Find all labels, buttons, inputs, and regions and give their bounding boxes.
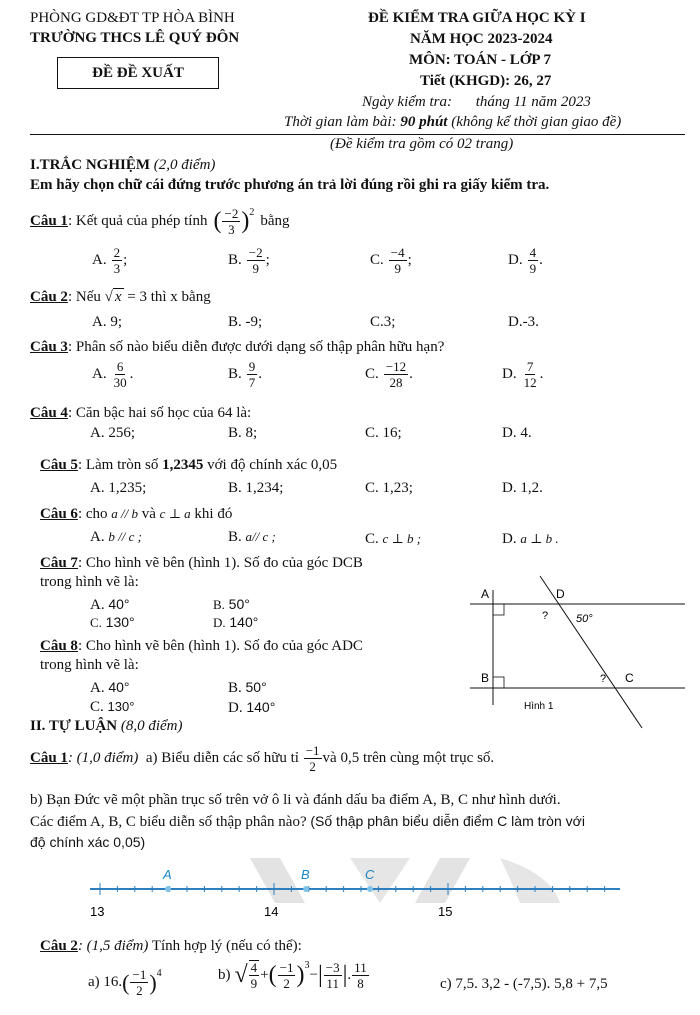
e2-text: Tính hợp lý (nếu có thể): [148, 938, 302, 954]
watermark-shape-1 [250, 858, 305, 903]
q2-option-a[interactable]: A. 9; [92, 314, 122, 330]
right-angle-a [493, 604, 504, 615]
part1-heading [30, 157, 215, 174]
proposed-badge [57, 57, 219, 89]
essay-1b-line1: b) Bạn Đức vẽ một phần trục số trên vở ô li và đánh dấu ba điểm A, B, C như hình dưới. [30, 792, 561, 808]
point-a [165, 886, 171, 892]
label-unknown-d: ? [542, 610, 549, 622]
q3-option-c[interactable]: C. $\frac{-12}{28}$ . [365, 359, 413, 390]
q2-option-d[interactable]: D.-3. [508, 314, 539, 330]
q1-label: Câu 1 [30, 213, 68, 229]
q2-option-b[interactable]: B. -9; [228, 314, 263, 330]
q8-label: Câu 8 [40, 638, 78, 654]
point-a-label: A [163, 867, 172, 882]
question-2 [30, 289, 211, 306]
q2-option-c[interactable]: C.3; [370, 314, 396, 330]
point-c [367, 886, 373, 892]
tick-label-13: 13 [90, 904, 105, 919]
e2-part-a: a) 16. ( $\frac{-1}{2}$ ) $^4$ [88, 967, 162, 998]
q1-paren-open: ( [213, 208, 222, 234]
q1-fraction: $\frac{-2}{3}$ [224, 206, 239, 237]
question-5 [40, 457, 337, 474]
page-count: (Đề kiểm tra gồm có 02 trang) [330, 136, 514, 152]
q6-label: Câu 6 [40, 506, 78, 522]
duration-suffix: (không kể thời gian giao đề) [447, 114, 622, 130]
essay-1b-line2 [30, 813, 585, 831]
proposed-badge-label: ĐỀ ĐỀ XUẤT [92, 65, 184, 81]
part1-title: I.TRẮC NGHIỆM [30, 157, 151, 173]
label-angle-50: 50° [576, 613, 593, 625]
q5-option-a[interactable]: A. 1,235; [90, 480, 147, 496]
q7-option-c[interactable]: C. 130° [90, 614, 135, 630]
q1-paren-close: ) [241, 208, 250, 234]
q1-option-d[interactable]: D. $\frac{4}{9}$ . [508, 245, 543, 276]
question-8 [40, 638, 363, 655]
q1-option-b[interactable]: B. $\frac{-2}{9}$ ; [228, 245, 270, 276]
point-c-label: C [365, 867, 375, 882]
department-name: PHÒNG GD&ĐT TP HÒA BÌNH [30, 10, 235, 26]
point-b [303, 886, 309, 892]
e2-points: : (1,5 điểm) [77, 938, 149, 954]
q6-pre: : cho [77, 506, 112, 522]
essay-1b-line3: độ chính xác 0,05) [30, 834, 146, 850]
exam-date-label: Ngày kiểm tra: [362, 94, 452, 110]
e1-b2-text: Các điểm A, B, C biểu diễn số thập phân nào? [30, 814, 311, 830]
q7-option-b[interactable]: B. 50° [213, 596, 250, 612]
question-3 [30, 339, 444, 356]
q3-option-a[interactable]: A. $\frac{6}{30}$ . [92, 359, 134, 390]
part2-title: II. TỰ LUẬN [30, 718, 118, 734]
q6-math-1: a // b [111, 506, 138, 521]
watermark-shape-3 [415, 858, 470, 903]
question-4 [30, 405, 251, 422]
figure-caption: Hình 1 [524, 701, 554, 712]
part2-heading [30, 718, 183, 735]
part1-instruction: Em hãy chọn chữ cái đứng trước phương án trả lời đúng rồi ghi ra giấy kiểm tra. [30, 177, 550, 193]
q4-option-b[interactable]: B. 8; [228, 425, 258, 441]
q4-label: Câu 4 [30, 405, 68, 421]
q6-option-b[interactable]: B. a// c ; [228, 529, 276, 545]
school-name: TRƯỜNG THCS LÊ QUÝ ĐÔN [30, 30, 240, 46]
label-b: B [481, 671, 490, 685]
q5-pre: : Làm tròn số [77, 457, 163, 473]
duration-value: 90 phút [400, 114, 448, 130]
q6-option-a[interactable]: A. b // c ; [90, 529, 142, 545]
q5-label: Câu 5 [40, 457, 78, 473]
part2-points: (8,0 điểm) [117, 718, 183, 734]
q3-label: Câu 3 [30, 339, 68, 355]
q6-post: khi đó [190, 506, 233, 522]
q3-option-d[interactable]: D. $\frac{7}{12}$ . [502, 359, 544, 390]
q8-option-a[interactable]: A. 40° [90, 679, 130, 696]
question-7 [40, 555, 363, 572]
q7-label: Câu 7 [40, 555, 78, 571]
subject: MÔN: TOÁN - LỚP 7 [409, 52, 551, 68]
q6-math-2: c ⊥ a [159, 506, 191, 521]
q4-text: : Căn bậc hai số học của 64 là: [67, 405, 252, 421]
exam-date [362, 94, 591, 111]
q6-option-c[interactable]: C. c ⊥ b ; [365, 531, 422, 547]
e2-label: Câu 2 [40, 938, 78, 954]
label-unknown-c: ? [600, 673, 607, 685]
q2-pre: : Nếu [67, 289, 105, 305]
period: Tiết (KHGD): 26, 27 [420, 73, 552, 89]
q8-option-b[interactable]: B. 50° [228, 679, 267, 696]
e1-a-text: a) Biểu diễn các số hữu tỉ [138, 750, 303, 766]
q2-post: = 3 thì x bằng [123, 289, 211, 305]
label-d: D [556, 587, 565, 601]
q4-option-c[interactable]: C. 16; [365, 425, 402, 441]
q1-text: : Kết quả của phép tính [67, 213, 208, 229]
q6-mid: và [138, 506, 160, 522]
label-a: A [481, 587, 490, 601]
watermark-shape-4 [500, 858, 560, 903]
question-1 [30, 207, 290, 236]
q8-text-1: : Cho hình vẽ bên (hình 1). Số đo của góc ADC [77, 638, 363, 654]
exam-date-value: tháng 11 năm 2023 [475, 94, 591, 110]
q7-option-d[interactable]: D. 140° [213, 614, 259, 630]
question-6 [40, 506, 232, 523]
e1-points: : (1,0 điểm) [67, 750, 139, 766]
q2-radicand: x [114, 289, 122, 305]
tick-label-14: 14 [264, 904, 279, 919]
e1-label: Câu 1 [30, 750, 68, 766]
q3-option-b[interactable]: B. $\frac{9}{7}$ . [228, 359, 263, 390]
header-divider [30, 134, 685, 135]
sqrt-icon: √ [234, 961, 248, 988]
number-line [80, 858, 630, 924]
duration-prefix: Thời gian làm bài: [284, 114, 401, 130]
e2-part-c: c) 7,5. 3,2 - (-7,5). 5,8 + 7,5 [440, 976, 608, 992]
figure-1 [450, 570, 690, 730]
q5-option-d[interactable]: D. 1,2. [502, 480, 543, 496]
q6-option-d[interactable]: D. a ⊥ b . [502, 531, 559, 547]
e1-b2-note: (Số thập phân biểu diễn điểm C làm tròn với [310, 813, 585, 829]
q7-text-1: : Cho hình vẽ bên (hình 1). Số đo của góc DCB [77, 555, 363, 571]
e1-a-post: và 0,5 trên cùng một trục số. [322, 750, 495, 766]
exam-duration [284, 114, 621, 131]
q1-exponent: 2 [249, 207, 255, 218]
q4-option-a[interactable]: A. 256; [90, 425, 135, 441]
q7-text-2: trong hình vẽ là: [40, 574, 139, 590]
q2-label: Câu 2 [30, 289, 68, 305]
q4-option-d[interactable]: D. 4. [502, 425, 532, 441]
q5-post: với độ chính xác 0,05 [203, 457, 338, 473]
point-b-label: B [301, 867, 310, 882]
q8-option-c[interactable]: C. 130° [90, 699, 135, 715]
label-c: C [625, 671, 634, 685]
q3-text: : Phân số nào biểu diễn được dưới dạng số thập phân hữu hạn? [67, 339, 445, 355]
e2-part-b: b) √ $\frac{4}{9}$ + ( $\frac{-1}{2}$ ) $^3$ − | $\frac{-3}{11}$ | . $\frac{11}{8}$ [218, 959, 367, 991]
tick-label-15: 15 [438, 904, 453, 919]
exam-title: ĐỀ KIỂM TRA GIỮA HỌC KỲ I [368, 10, 586, 26]
q8-text-2: trong hình vẽ là: [40, 657, 139, 673]
e1-fraction: $\frac{-1}{2}$ [305, 743, 320, 774]
sqrt-icon: √ [104, 289, 113, 305]
q5-option-c[interactable]: C. 1,23; [365, 480, 413, 496]
q7-option-a[interactable]: A. 40° [90, 596, 130, 613]
q1-option-a[interactable]: A. $\frac{2}{3}$ ; [92, 245, 128, 276]
part1-points: (2,0 điểm) [150, 157, 216, 173]
right-angle-b [493, 677, 504, 688]
q5-option-b[interactable]: B. 1,234; [228, 480, 284, 496]
essay-2 [40, 938, 302, 955]
q1-tail: bằng [260, 213, 290, 229]
essay-1a [30, 744, 494, 773]
watermark-shape-2 [350, 858, 410, 903]
school-year: NĂM HỌC 2023-2024 [410, 31, 553, 47]
q5-number: 1,2345 [162, 457, 204, 473]
q8-option-d[interactable]: D. 140° [228, 699, 276, 716]
q1-option-c[interactable]: C. $\frac{-4}{9}$ ; [370, 245, 412, 276]
